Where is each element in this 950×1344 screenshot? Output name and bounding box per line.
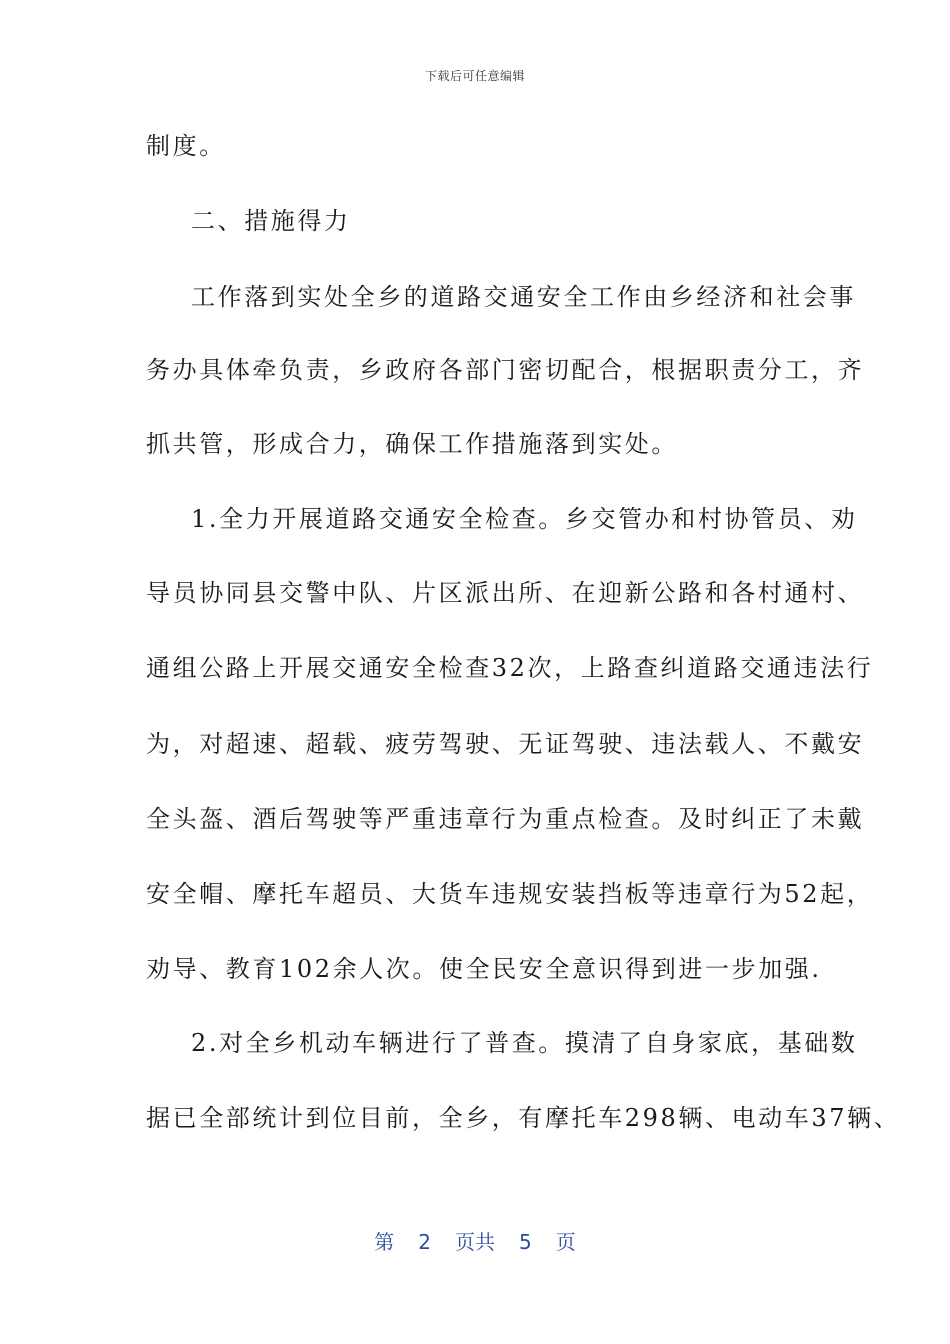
text-line: 为，对超速、超载、疲劳驾驶、无证驾驶、违法载人、不戴安 [146, 730, 865, 758]
text-line: 导员协同县交警中队、片区派出所、在迎新公路和各村通村、 [146, 579, 865, 607]
section-heading: 二、措施得力 [191, 207, 351, 235]
page-footer [0, 1226, 950, 1255]
text-line: 全头盔、酒后驾驶等严重违章行为重点检查。及时纠正了未戴 [146, 805, 865, 833]
text-line: 工作落到实处全乡的道路交通安全工作由乡经济和社会事 [191, 283, 856, 311]
footer-middle: 页共 [455, 1230, 495, 1254]
text-line: 2.对全乡机动车辆进行了普查。摸清了自身家底，基础数 [191, 1029, 858, 1057]
text-line: 抓共管，形成合力，确保工作措施落到实处。 [146, 430, 678, 458]
total-pages-number: 5 [519, 1230, 532, 1254]
footer-prefix: 第 [374, 1230, 395, 1254]
text-line: 安全帽、摩托车超员、大货车违规安装挡板等违章行为52起， [146, 880, 874, 908]
text-line: 1.全力开展道路交通安全检查。乡交管办和村协管员、劝 [191, 505, 858, 533]
current-page-number: 2 [418, 1230, 431, 1254]
text-line: 务办具体牵负责，乡政府各部门密切配合，根据职责分工，齐 [146, 356, 865, 384]
footer-suffix: 页 [555, 1230, 576, 1254]
text-line: 通组公路上开展交通安全检查32次，上路查纠道路交通违法行 [146, 654, 874, 682]
text-line: 制度。 [146, 132, 226, 160]
text-line: 劝导、教育102余人次。使全民安全意识得到进一步加强. [146, 955, 822, 983]
header-note: 下载后可任意编辑 [424, 69, 525, 83]
text-line: 据已全部统计到位目前，全乡，有摩托车298辆、电动车37辆、 [146, 1104, 901, 1132]
